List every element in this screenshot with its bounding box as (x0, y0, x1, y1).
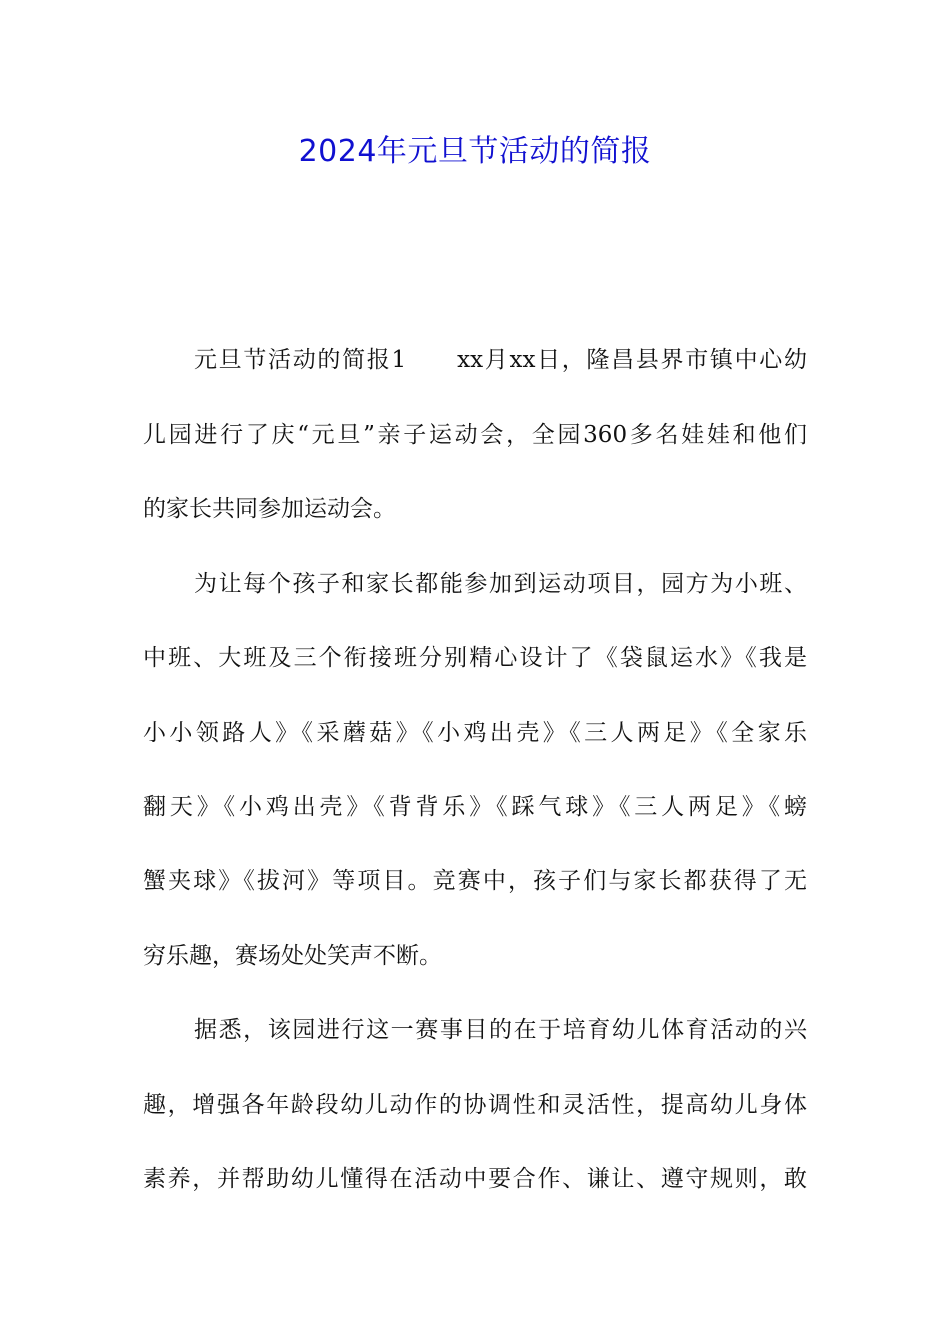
paragraph-1-line-2: 儿园进行了庆“元旦”亲子运动会，全园360多名娃娃和他们 (143, 422, 807, 448)
paragraph-2-line-5: 蟹夹球》《拔河》等项目。竞赛中，孩子们与家长都获得了无 (143, 868, 807, 894)
paragraph-1-line-1: 元旦节活动的简报1 xx月xx日，隆昌县界市镇中心幼 (194, 347, 807, 373)
paragraph-3-line-3: 素养，并帮助幼儿懂得在活动中要合作、谦让、遵守规则，敢 (143, 1166, 807, 1192)
paragraph-3-line-1: 据悉，该园进行这一赛事目的在于培育幼儿体育活动的兴 (194, 1017, 807, 1043)
paragraph-3-line-2: 趣，增强各年龄段幼儿动作的协调性和灵活性，提高幼儿身体 (143, 1092, 807, 1118)
paragraph-2-line-3: 小小领路人》《采蘑菇》《小鸡出壳》《三人两足》《全家乐 (143, 720, 807, 746)
paragraph-2-line-1: 为让每个孩子和家长都能参加到运动项目，园方为小班、 (194, 571, 807, 597)
paragraph-1-line-3: 的家长共同参加运动会。 (143, 496, 396, 522)
document-title: 2024年元旦节活动的简报 (298, 134, 652, 169)
paragraph-2-line-4: 翻天》《小鸡出壳》《背背乐》《踩气球》《三人两足》《螃 (143, 794, 807, 820)
paragraph-2-line-2: 中班、大班及三个衔接班分别精心设计了《袋鼠运水》《我是 (143, 645, 807, 671)
paragraph-2-line-6: 穷乐趣，赛场处处笑声不断。 (143, 943, 442, 969)
